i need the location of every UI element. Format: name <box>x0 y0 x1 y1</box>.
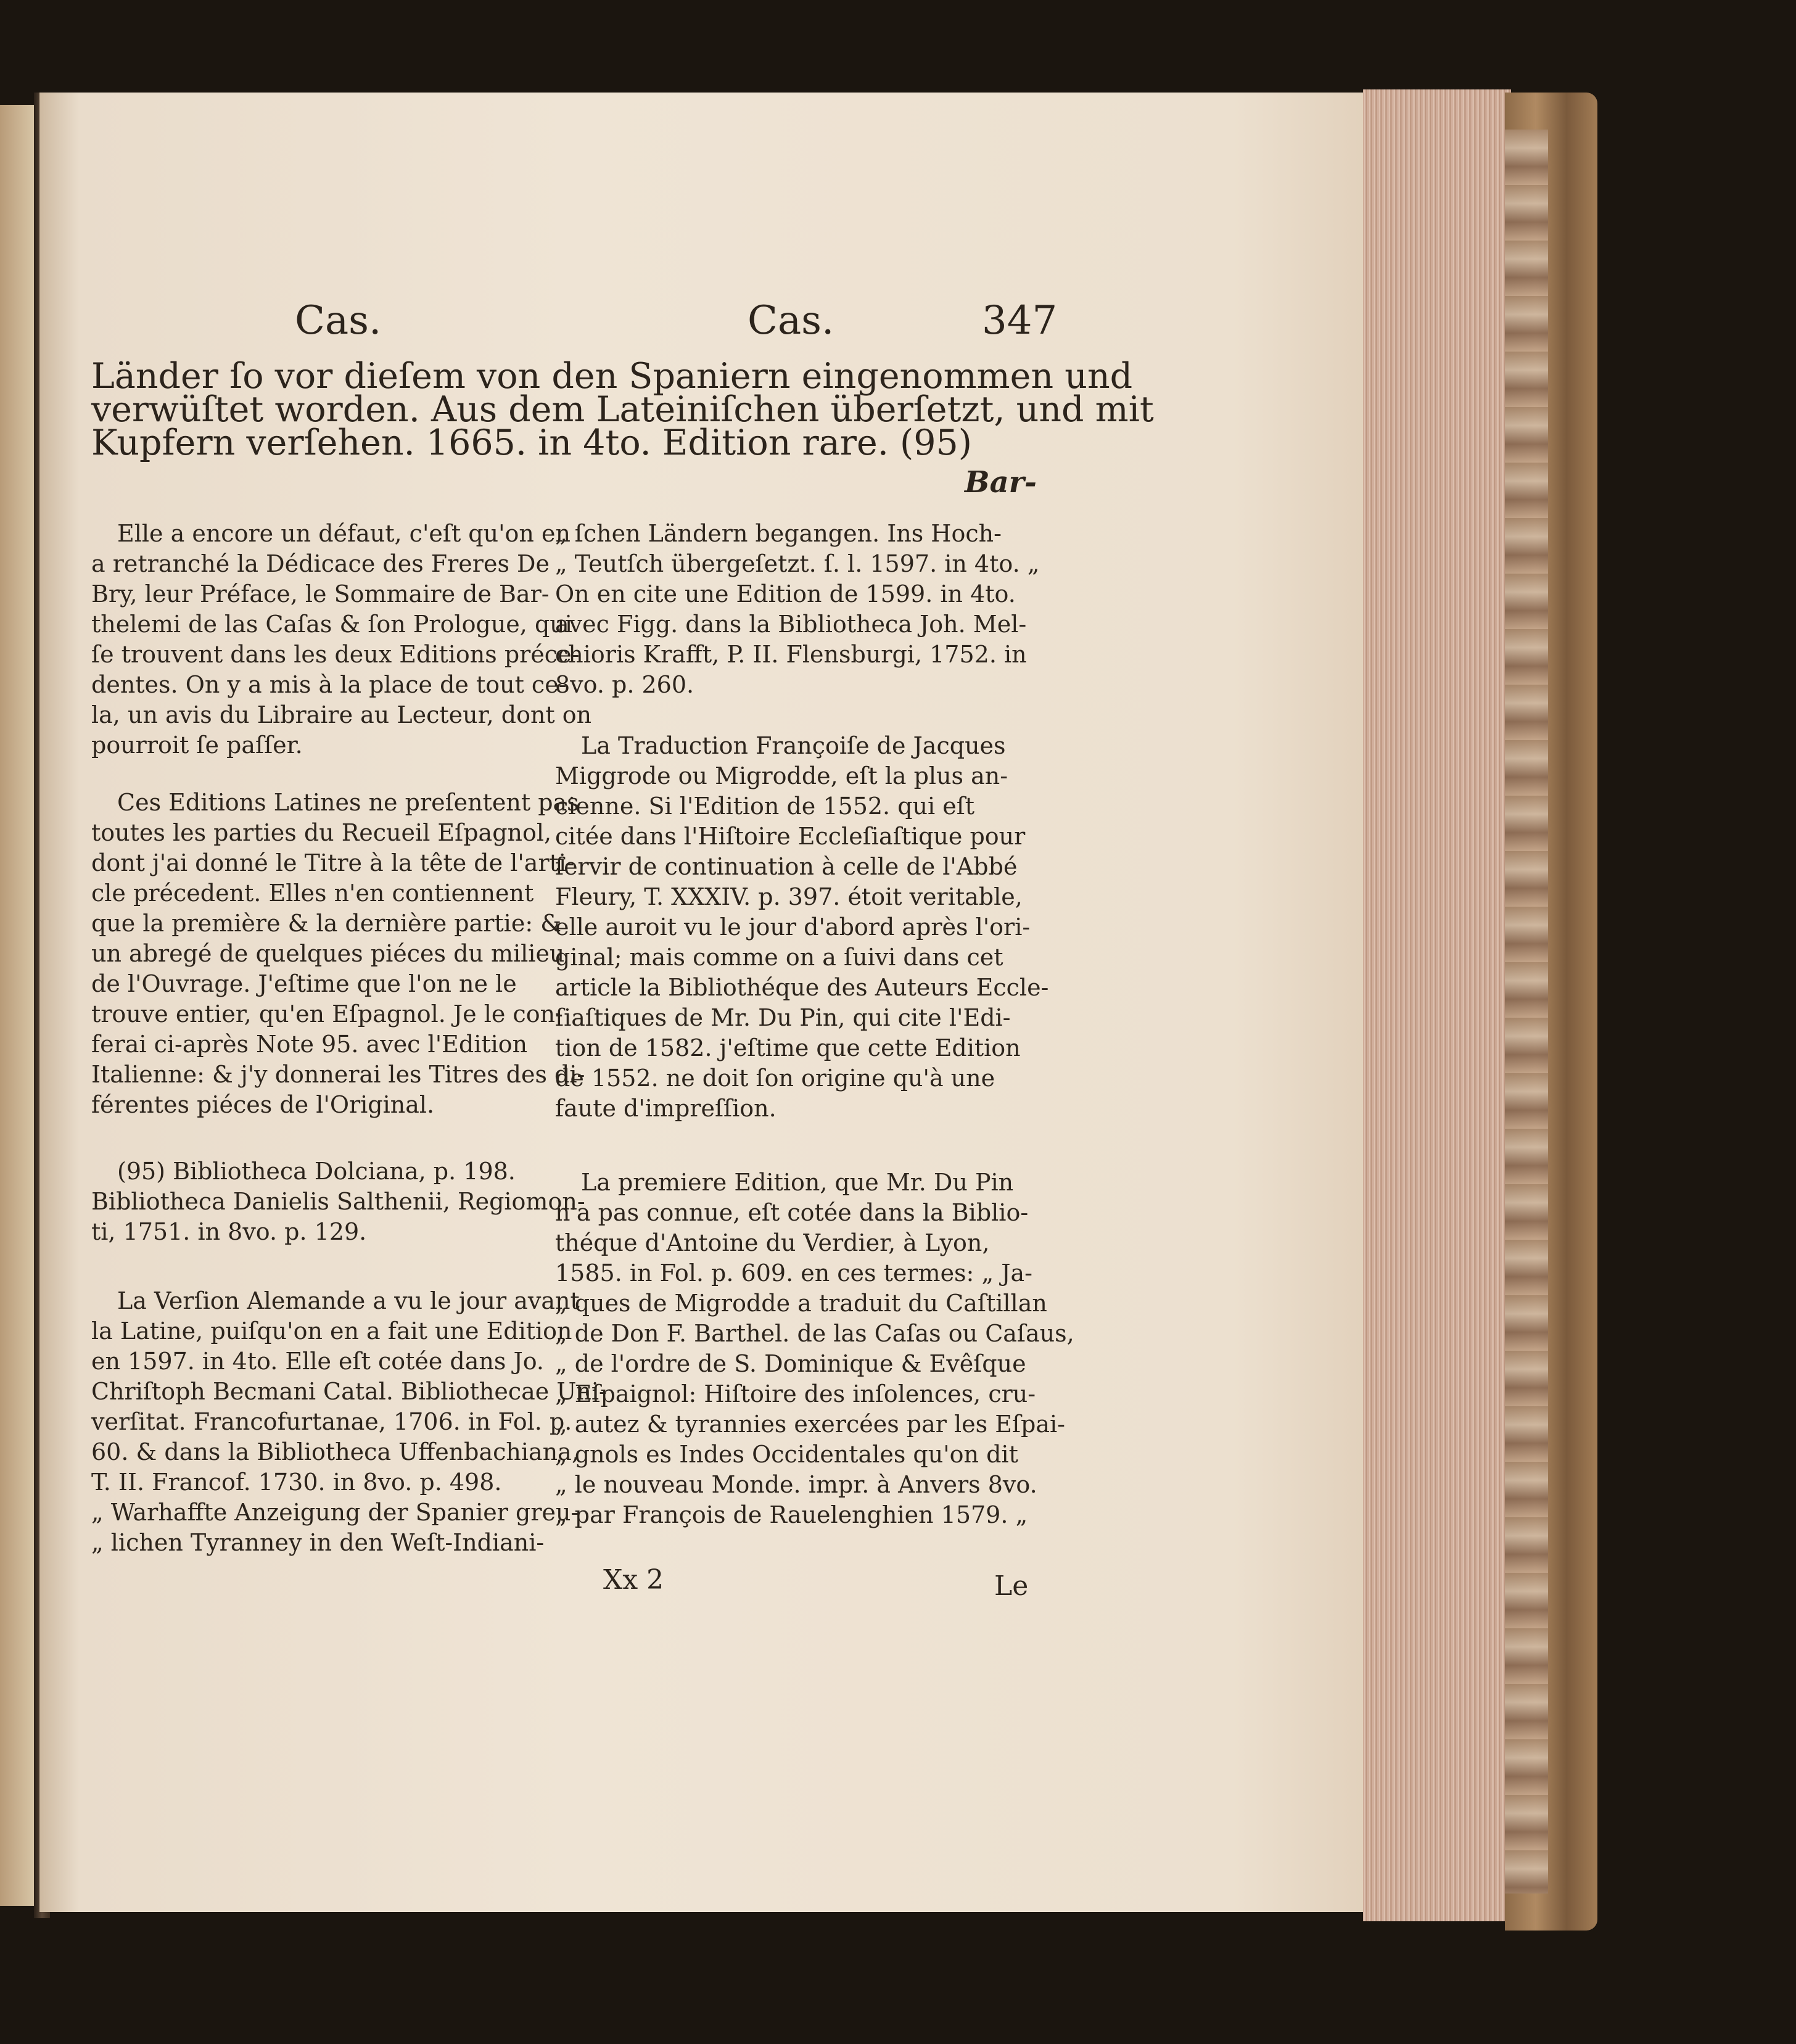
text-line: un abregé de quelques piéces du milieu <box>91 940 565 967</box>
text-line: „ le nouveau Monde. impr. à Anvers 8vo. <box>555 1471 1037 1498</box>
title-line: verwüſtet worden. Aus dem Lateiniſchen überſetzt, und mit <box>91 389 1154 430</box>
text-line: Fleury, T. XXXIV. p. 397. étoit veritable, <box>555 883 1023 910</box>
text-line: toutes les parties du Recueil Eſpagnol, <box>91 819 552 846</box>
signature-mark: Xx 2 <box>603 1564 664 1596</box>
text-line: férentes piéces de l'Original. <box>91 1091 435 1118</box>
text-line: ſiaſtiques de Mr. Du Pin, qui cite l'Edi- <box>555 1004 1011 1031</box>
text-line: „ lichen Tyranney in den Weſt-Indiani- <box>91 1529 545 1556</box>
text-line: tion de 1582. j'eſtime que cette Edition <box>555 1034 1021 1061</box>
text-line: On en cite une Edition de 1599. in 4to. <box>555 580 1016 608</box>
text-line: article la Bibliothéque des Auteurs Eccle- <box>555 974 1049 1001</box>
text-line: de l'Ouvrage. J'eſtime que l'on ne le <box>91 970 517 997</box>
catchword-top: Bar- <box>965 465 1037 500</box>
text-line: ſervir de continuation à celle de l'Abbé <box>555 853 1018 880</box>
text-line: „ ſchen Ländern begangen. Ins Hoch- <box>555 520 1002 547</box>
text-line: citée dans l'Hiſtoire Eccleſiaſtique pour <box>555 823 1026 850</box>
text-line: ſe trouvent dans les deux Editions préce- <box>91 641 580 668</box>
text-line: la, un avis du Libraire au Lecteur, dont on <box>91 701 592 728</box>
text-line: ferai ci-après Note 95. avec l'Edition <box>91 1031 528 1058</box>
text-line: ginal; mais comme on a ſuivi dans cet <box>555 944 1003 971</box>
text-line: avec Figg. dans la Bibliotheca Joh. Mel- <box>555 611 1027 638</box>
text-line: ti, 1751. in 8vo. p. 129. <box>91 1218 367 1245</box>
text-line: Elle a encore un défaut, c'eſt qu'on en <box>117 520 571 547</box>
marbled-endpaper <box>1505 130 1548 1894</box>
text-line: T. II. Francof. 1730. in 8vo. p. 498. <box>91 1469 502 1496</box>
running-head-left: Cas. <box>295 298 382 344</box>
page-block-edges <box>1363 89 1511 1921</box>
text-line: la Latine, puiſqu'on en a fait une Edition <box>91 1317 572 1345</box>
text-line: „ autez & tyrannies exercées par les Eſpai- <box>555 1411 1066 1438</box>
text-line: La Verſion Alemande a vu le jour avant <box>117 1287 580 1314</box>
text-line: (95) Bibliotheca Dolciana, p. 198. <box>117 1158 516 1185</box>
title-line: Kupfern verſehen. 1665. in 4to. Edition rare. (95) <box>91 422 972 463</box>
text-line: „ de Don F. Barthel. de las Caſas ou Caſaus, <box>555 1320 1074 1347</box>
text-line: en 1597. in 4to. Elle eſt cotée dans Jo. <box>91 1348 544 1375</box>
text-line: La premiere Edition, que Mr. Du Pin <box>581 1169 1014 1196</box>
catchword-bottom: Le <box>994 1570 1029 1602</box>
text-line: „ Teutſch übergeſetzt. ſ. l. 1597. in 4to. „ <box>555 550 1040 577</box>
text-line: „ Warhaffte Anzeigung der Spanier greu- <box>91 1499 579 1526</box>
text-line: 60. & dans la Bibliotheca Uffenbachiana, <box>91 1438 579 1465</box>
text-line: Bry, leur Préface, le Sommaire de Bar- <box>91 580 550 608</box>
text-line: chioris Krafft, P. II. Flensburgi, 1752. in <box>555 641 1027 668</box>
text-line: a retranché la Dédicace des Freres De <box>91 550 550 577</box>
text-line: „ Eſpaignol: Hiſtoire des inſolences, cru- <box>555 1380 1036 1407</box>
text-line: trouve entier, qu'en Eſpagnol. Je le con- <box>91 1000 563 1028</box>
text-line: „ de l'ordre de S. Dominique & Evêſque <box>555 1350 1026 1377</box>
title-line: Länder ſo vor dieſem von den Spaniern eingenommen und <box>91 356 1133 397</box>
running-head-center: Cas. <box>748 298 834 344</box>
text-line: cle précedent. Elles n'en contiennent <box>91 880 534 907</box>
text-line: „ ques de Migrodde a traduit du Caſtillan <box>555 1290 1047 1317</box>
text-line: Italienne: & j'y donnerai les Titres des di- <box>91 1061 585 1088</box>
text-line: dentes. On y a mis à la place de tout ce- <box>91 671 567 698</box>
text-line: n'a pas connue, eſt cotée dans la Biblio- <box>555 1199 1029 1226</box>
text-line: La Traduction Françoiſe de Jacques <box>581 732 1006 759</box>
text-line: Ces Editions Latines ne preſentent pas <box>117 789 579 816</box>
text-line: „ gnols es Indes Occidentales qu'on dit <box>555 1441 1018 1468</box>
text-line: dont j'ai donné le Titre à la tête de l'arti- <box>91 849 574 876</box>
text-line: faute d'impreſſion. <box>555 1095 776 1122</box>
text-line: Chriſtoph Becmani Catal. Bibliothecae Uni- <box>91 1378 607 1405</box>
previous-page-edge <box>0 105 36 1906</box>
text-line: Bibliotheca Danielis Salthenii, Regiomon- <box>91 1188 585 1215</box>
text-line: que la première & la dernière partie: & <box>91 910 562 937</box>
text-line: elle auroit vu le jour d'abord après l'ori- <box>555 913 1031 941</box>
text-line: cienne. Si l'Edition de 1552. qui eſt <box>555 793 975 820</box>
text-line: 8vo. p. 260. <box>555 671 694 698</box>
text-line: thelemi de las Caſas & ſon Prologue, qui <box>91 611 572 638</box>
text-line: „ par François de Rauelenghien 1579. „ <box>555 1501 1028 1528</box>
text-line: pourroit ſe paſſer. <box>91 731 303 759</box>
text-line: 1585. in Fol. p. 609. en ces termes: „ Ja- <box>555 1259 1032 1287</box>
text-line: théque d'Antoine du Verdier, à Lyon, <box>555 1229 990 1256</box>
text-line: verſitat. Francofurtanae, 1706. in Fol. p. <box>91 1408 572 1435</box>
text-line: Miggrode ou Migrodde, eſt la plus an- <box>555 762 1008 789</box>
text-line: de 1552. ne doit ſon origine qu'à une <box>555 1065 995 1092</box>
page-number: 347 <box>982 298 1058 344</box>
